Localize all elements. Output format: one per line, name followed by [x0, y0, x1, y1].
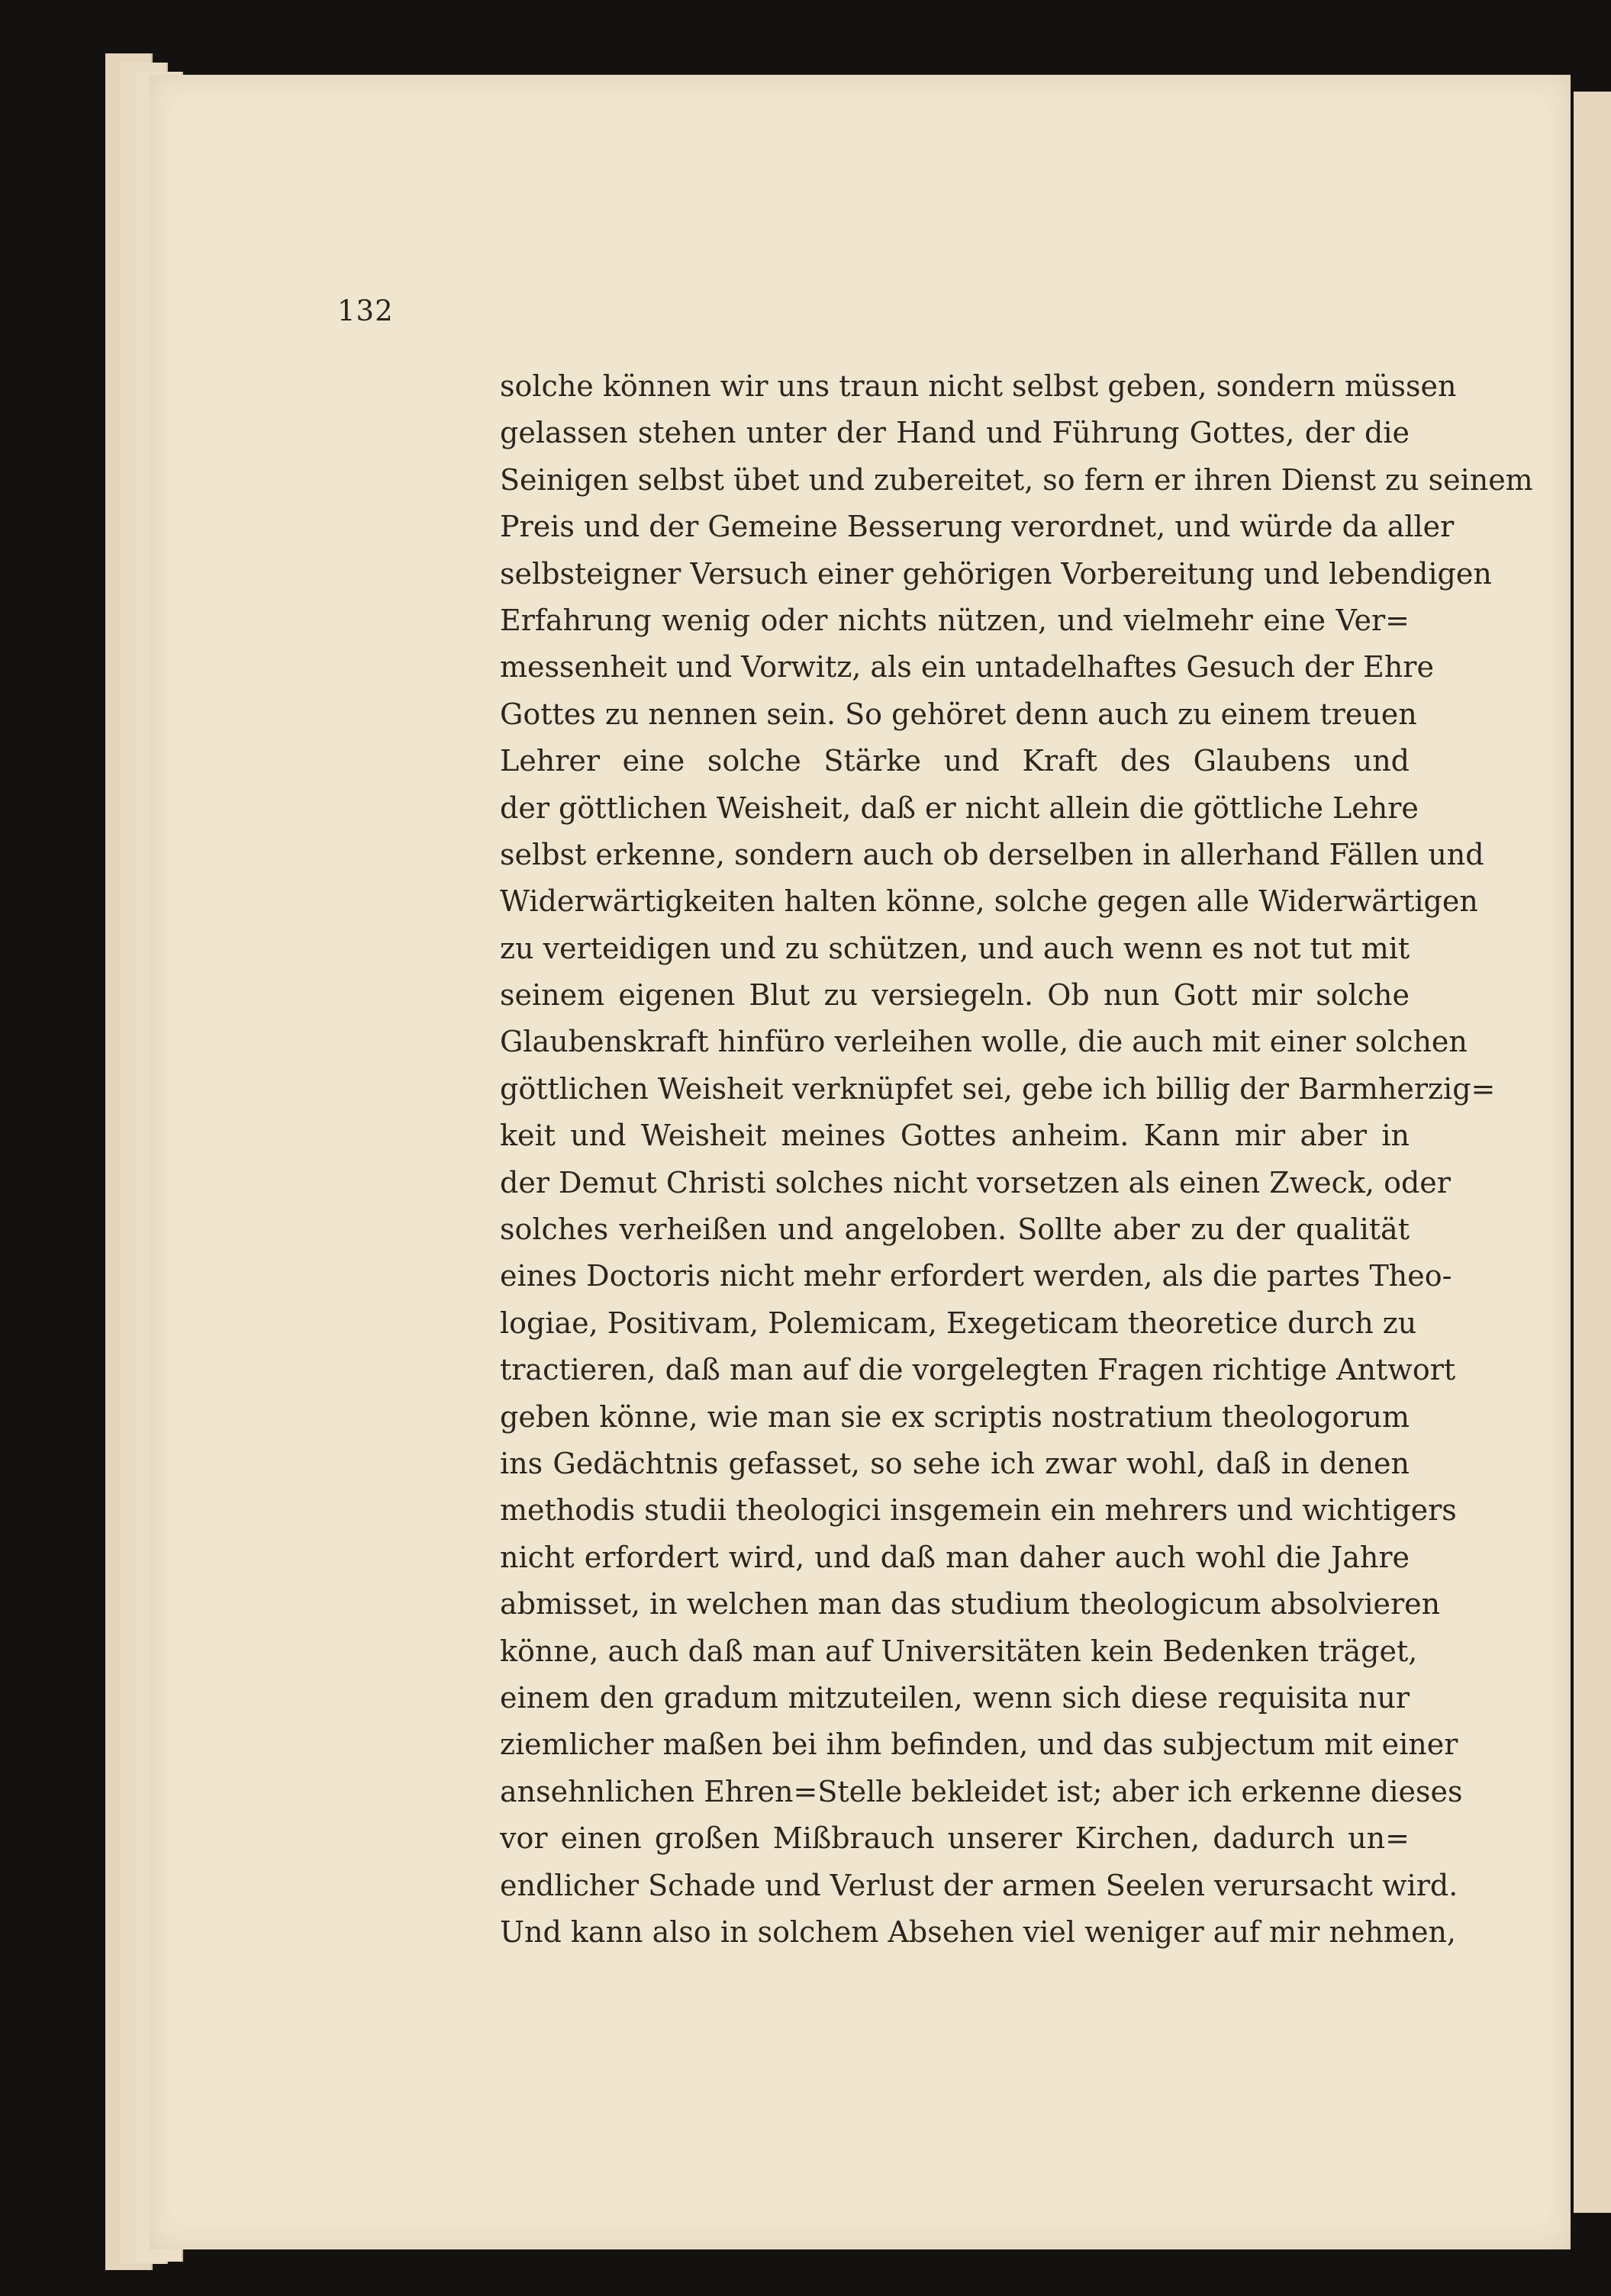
body-text [500, 363, 1533, 1956]
text-line: ziemlicher maßen bei ihm befinden, und das subjectum mit einer [500, 1728, 1458, 1762]
text-line: ins Gedächtnis gefasset, so sehe ich zwar wohl, daß in denen [500, 1446, 1410, 1480]
text-line: eines Doctoris nicht mehr erfordert werden, als die partes Theo- [500, 1259, 1452, 1293]
text-line: messenheit und Vorwitz, als ein untadelhaftes Gesuch der Ehre [500, 650, 1434, 684]
next-page-edge [1574, 92, 1611, 2213]
text-line: Seinigen selbst übet und zubereitet, so fern er ihren Dienst zu seinem [500, 462, 1533, 497]
text-line: selbsteigner Versuch einer gehörigen Vorbereitung und lebendigen [500, 556, 1492, 591]
text-line: nicht erfordert wird, und daß man daher auch wohl die Jahre [500, 1540, 1410, 1574]
text-line: Widerwärtigkeiten halten könne, solche gegen alle Widerwärtigen [500, 884, 1478, 919]
text-line: zu verteidigen und zu schützen, und auch wenn es not tut mit [500, 931, 1410, 965]
text-line: einem den gradum mitzuteilen, wenn sich diese requisita nur [500, 1680, 1410, 1715]
text-line: selbst erkenne, sondern auch ob derselben in allerhand Fällen und [500, 837, 1484, 871]
text-line: logiae, Positivam, Polemicam, Exegeticam theoretice durch zu [500, 1306, 1417, 1340]
text-line: der göttlichen Weisheit, daß er nicht allein die göttliche Lehre [500, 791, 1419, 825]
text-line: tractieren, daß man auf die vorgelegten Fragen richtige Antwort [500, 1353, 1456, 1387]
text-line: Lehrer eine solche Stärke und Kraft des Glaubens und [500, 744, 1410, 778]
text-line: der Demut Christi solches nicht vorsetzen als einen Zweck, oder [500, 1165, 1451, 1200]
text-line: methodis studii theologici insgemein ein mehrers und wichtigers [500, 1493, 1457, 1528]
text-line: vor einen großen Mißbrauch unserer Kirchen, dadurch un= [500, 1821, 1410, 1856]
text-line: Glaubenskraft hinfüro verleihen wolle, die auch mit einer solchen [500, 1025, 1468, 1059]
text-line: endlicher Schade und Verlust der armen Seelen verursacht wird. [500, 1868, 1458, 1902]
page-number: 132 [337, 295, 394, 327]
text-line: gelassen stehen unter der Hand und Führung Gottes, der die [500, 416, 1410, 450]
text-line: keit und Weisheit meines Gottes anheim. Kann mir aber in [500, 1119, 1410, 1153]
text-line: abmisset, in welchen man das studium theologicum absolvieren [500, 1587, 1441, 1621]
text-line: solches verheißen und angeloben. Sollte aber zu der qualität [500, 1212, 1410, 1247]
text-line: solche können wir uns traun nicht selbst geben, sondern müssen [500, 369, 1457, 403]
text-line: göttlichen Weisheit verknüpfet sei, gebe ich billig der Barmherzig= [500, 1071, 1496, 1106]
text-line: seinem eigenen Blut zu versiegeln. Ob nun Gott mir solche [500, 978, 1410, 1013]
text-line: ansehnlichen Ehren=Stelle bekleidet ist; aber ich erkenne dieses [500, 1774, 1463, 1808]
text-line: Erfahrung wenig oder nichts nützen, und vielmehr eine Ver= [500, 603, 1410, 637]
text-line: Gottes zu nennen sein. So gehöret denn auch zu einem treuen [500, 697, 1417, 731]
text-line: Und kann also in solchem Absehen viel weniger auf mir nehmen, [500, 1914, 1456, 1949]
text-line: geben könne, wie man sie ex scriptis nostratium theologorum [500, 1399, 1410, 1434]
text-line: könne, auch daß man auf Universitäten kein Bedenken träget, [500, 1634, 1418, 1668]
text-line: Preis und der Gemeine Besserung verordnet, und würde da aller [500, 510, 1455, 544]
